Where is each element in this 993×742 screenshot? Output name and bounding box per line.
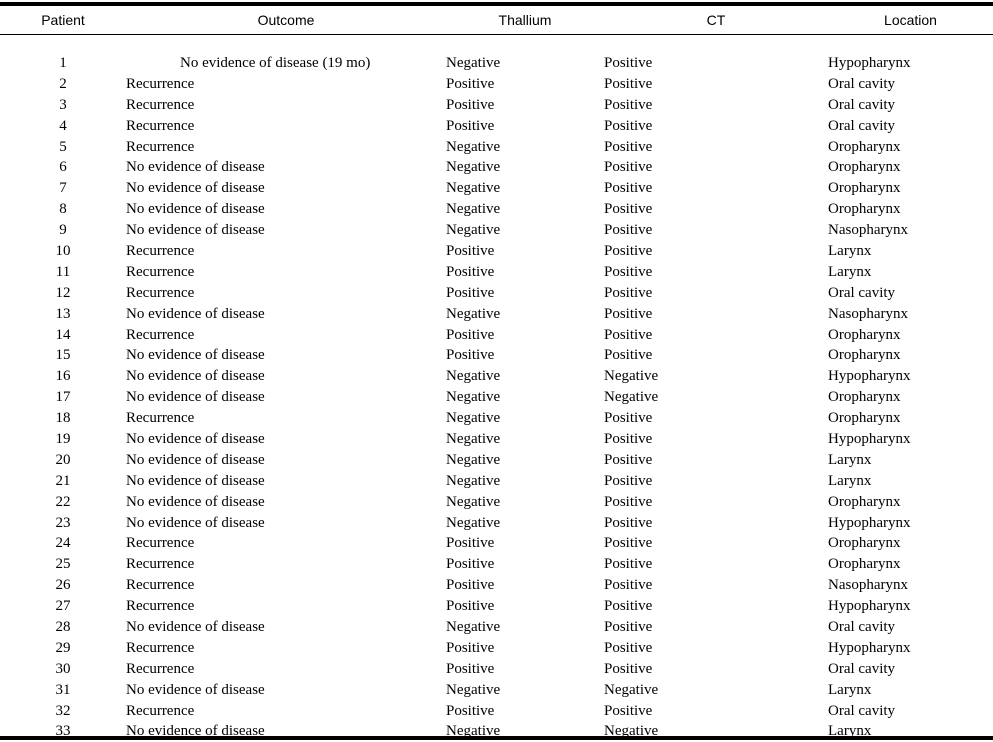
cell-ct: Positive (604, 471, 828, 492)
cell-location: Oral cavity (828, 116, 993, 137)
cell-thallium: Positive (446, 554, 604, 575)
cell-outcome: Recurrence (126, 575, 446, 596)
cell-location: Oral cavity (828, 74, 993, 95)
cell-thallium: Positive (446, 283, 604, 304)
cell-thallium: Negative (446, 492, 604, 513)
cell-location: Larynx (828, 262, 993, 283)
cell-patient: 12 (0, 283, 126, 304)
table-row (0, 241, 993, 262)
cell-ct: Positive (604, 241, 828, 262)
cell-location: Hypopharynx (828, 596, 993, 617)
table-row (0, 366, 993, 387)
cell-outcome: No evidence of disease (126, 220, 446, 241)
cell-thallium: Positive (446, 638, 604, 659)
cell-patient: 19 (0, 429, 126, 450)
cell-thallium: Negative (446, 450, 604, 471)
cell-outcome: No evidence of disease (126, 429, 446, 450)
cell-ct: Positive (604, 95, 828, 116)
cell-thallium: Negative (446, 429, 604, 450)
cell-outcome: Recurrence (126, 408, 446, 429)
cell-patient: 26 (0, 575, 126, 596)
cell-patient: 2 (0, 74, 126, 95)
cell-patient: 10 (0, 241, 126, 262)
cell-outcome: Recurrence (126, 283, 446, 304)
cell-thallium: Positive (446, 659, 604, 680)
cell-location: Oropharynx (828, 533, 993, 554)
cell-outcome: Recurrence (126, 95, 446, 116)
cell-thallium: Positive (446, 596, 604, 617)
cell-location: Larynx (828, 241, 993, 262)
cell-ct: Positive (604, 178, 828, 199)
cell-outcome: Recurrence (126, 116, 446, 137)
cell-ct: Positive (604, 408, 828, 429)
cell-location: Oral cavity (828, 95, 993, 116)
cell-location: Hypopharynx (828, 513, 993, 534)
cell-patient: 28 (0, 617, 126, 638)
header-row (0, 9, 993, 31)
table-row (0, 701, 993, 722)
cell-patient: 1 (0, 53, 126, 74)
cell-patient: 18 (0, 408, 126, 429)
cell-thallium: Negative (446, 366, 604, 387)
cell-outcome: Recurrence (126, 638, 446, 659)
table-row (0, 304, 993, 325)
header-patient: Patient (0, 9, 126, 31)
cell-location: Oropharynx (828, 492, 993, 513)
cell-ct: Positive (604, 429, 828, 450)
cell-thallium: Negative (446, 408, 604, 429)
cell-thallium: Negative (446, 53, 604, 74)
table-row (0, 471, 993, 492)
cell-outcome: Recurrence (126, 554, 446, 575)
cell-patient: 11 (0, 262, 126, 283)
cell-ct: Positive (604, 701, 828, 722)
cell-outcome: No evidence of disease (126, 345, 446, 366)
cell-location: Hypopharynx (828, 429, 993, 450)
cell-location: Oral cavity (828, 659, 993, 680)
cell-location: Oropharynx (828, 554, 993, 575)
table-row (0, 492, 993, 513)
cell-ct: Positive (604, 492, 828, 513)
cell-outcome: Recurrence (126, 137, 446, 158)
table-row (0, 283, 993, 304)
table-body (0, 53, 993, 742)
cell-ct: Positive (604, 450, 828, 471)
cell-location: Nasopharynx (828, 220, 993, 241)
cell-outcome: No evidence of disease (126, 387, 446, 408)
table-row (0, 137, 993, 158)
cell-patient: 21 (0, 471, 126, 492)
cell-thallium: Negative (446, 199, 604, 220)
cell-outcome: No evidence of disease (19 mo) (126, 53, 446, 74)
cell-thallium: Positive (446, 345, 604, 366)
cell-ct: Negative (604, 387, 828, 408)
header-ct: CT (604, 9, 828, 31)
table-row (0, 408, 993, 429)
cell-location: Oropharynx (828, 387, 993, 408)
cell-ct: Positive (604, 199, 828, 220)
table-row (0, 199, 993, 220)
cell-thallium: Positive (446, 325, 604, 346)
cell-ct: Positive (604, 53, 828, 74)
cell-location: Larynx (828, 471, 993, 492)
cell-outcome: No evidence of disease (126, 366, 446, 387)
cell-location: Hypopharynx (828, 638, 993, 659)
cell-patient: 3 (0, 95, 126, 116)
table-row (0, 450, 993, 471)
cell-outcome: No evidence of disease (126, 471, 446, 492)
table-row (0, 659, 993, 680)
cell-outcome: Recurrence (126, 262, 446, 283)
table-row (0, 178, 993, 199)
cell-patient: 29 (0, 638, 126, 659)
cell-ct: Negative (604, 722, 828, 742)
cell-thallium: Negative (446, 137, 604, 158)
cell-ct: Negative (604, 680, 828, 701)
cell-outcome: No evidence of disease (126, 513, 446, 534)
cell-patient: 20 (0, 450, 126, 471)
cell-thallium: Negative (446, 471, 604, 492)
table-row (0, 74, 993, 95)
cell-ct: Positive (604, 220, 828, 241)
cell-outcome: Recurrence (126, 701, 446, 722)
cell-thallium: Negative (446, 387, 604, 408)
cell-thallium: Negative (446, 722, 604, 742)
cell-location: Larynx (828, 680, 993, 701)
cell-outcome: No evidence of disease (126, 492, 446, 513)
cell-ct: Positive (604, 596, 828, 617)
table-row (0, 387, 993, 408)
table-row (0, 220, 993, 241)
cell-outcome: No evidence of disease (126, 722, 446, 742)
header-thallium: Thallium (446, 9, 604, 31)
cell-location: Oropharynx (828, 325, 993, 346)
cell-location: Hypopharynx (828, 366, 993, 387)
cell-patient: 15 (0, 345, 126, 366)
cell-location: Nasopharynx (828, 575, 993, 596)
cell-patient: 30 (0, 659, 126, 680)
table-row (0, 513, 993, 534)
cell-patient: 13 (0, 304, 126, 325)
cell-outcome: Recurrence (126, 325, 446, 346)
cell-patient: 32 (0, 701, 126, 722)
table-row (0, 95, 993, 116)
cell-ct: Positive (604, 283, 828, 304)
cell-outcome: No evidence of disease (126, 178, 446, 199)
table-row (0, 157, 993, 178)
cell-thallium: Positive (446, 116, 604, 137)
cell-location: Larynx (828, 722, 993, 742)
cell-patient: 8 (0, 199, 126, 220)
cell-patient: 4 (0, 116, 126, 137)
cell-thallium: Negative (446, 680, 604, 701)
cell-ct: Positive (604, 345, 828, 366)
cell-location: Hypopharynx (828, 53, 993, 74)
cell-ct: Positive (604, 659, 828, 680)
cell-patient: 14 (0, 325, 126, 346)
cell-ct: Negative (604, 366, 828, 387)
cell-thallium: Positive (446, 533, 604, 554)
cell-location: Nasopharynx (828, 304, 993, 325)
cell-thallium: Negative (446, 157, 604, 178)
cell-patient: 22 (0, 492, 126, 513)
cell-patient: 17 (0, 387, 126, 408)
cell-outcome: No evidence of disease (126, 617, 446, 638)
cell-location: Oral cavity (828, 283, 993, 304)
cell-location: Oropharynx (828, 178, 993, 199)
cell-thallium: Positive (446, 241, 604, 262)
cell-ct: Positive (604, 262, 828, 283)
table-row (0, 722, 993, 742)
header-location: Location (828, 9, 993, 31)
cell-ct: Positive (604, 137, 828, 158)
cell-outcome: Recurrence (126, 533, 446, 554)
cell-location: Oral cavity (828, 617, 993, 638)
table-header (0, 9, 993, 53)
table-row (0, 53, 993, 74)
cell-thallium: Positive (446, 575, 604, 596)
cell-location: Oropharynx (828, 408, 993, 429)
cell-location: Oropharynx (828, 199, 993, 220)
cell-thallium: Negative (446, 513, 604, 534)
cell-ct: Positive (604, 617, 828, 638)
cell-patient: 33 (0, 722, 126, 742)
cell-outcome: No evidence of disease (126, 680, 446, 701)
cell-outcome: No evidence of disease (126, 157, 446, 178)
cell-thallium: Positive (446, 701, 604, 722)
table-row (0, 617, 993, 638)
table-row (0, 325, 993, 346)
cell-patient: 9 (0, 220, 126, 241)
table-row (0, 116, 993, 137)
cell-outcome: No evidence of disease (126, 199, 446, 220)
cell-patient: 23 (0, 513, 126, 534)
cell-patient: 7 (0, 178, 126, 199)
cell-ct: Positive (604, 575, 828, 596)
cell-patient: 25 (0, 554, 126, 575)
cell-thallium: Negative (446, 178, 604, 199)
table-row (0, 596, 993, 617)
cell-outcome: Recurrence (126, 241, 446, 262)
header-spacer (0, 31, 993, 53)
cell-patient: 31 (0, 680, 126, 701)
cell-thallium: Positive (446, 95, 604, 116)
cell-location: Oral cavity (828, 701, 993, 722)
cell-location: Larynx (828, 450, 993, 471)
table-row (0, 680, 993, 701)
table-row (0, 533, 993, 554)
cell-outcome: Recurrence (126, 659, 446, 680)
cell-patient: 5 (0, 137, 126, 158)
cell-patient: 24 (0, 533, 126, 554)
cell-ct: Positive (604, 304, 828, 325)
table-row (0, 262, 993, 283)
table-row (0, 638, 993, 659)
cell-ct: Positive (604, 513, 828, 534)
cell-ct: Positive (604, 638, 828, 659)
cell-patient: 16 (0, 366, 126, 387)
header-outcome: Outcome (126, 9, 446, 31)
cell-ct: Positive (604, 325, 828, 346)
cell-thallium: Positive (446, 74, 604, 95)
cell-location: Oropharynx (828, 157, 993, 178)
cell-ct: Positive (604, 116, 828, 137)
cell-outcome: No evidence of disease (126, 450, 446, 471)
cell-location: Oropharynx (828, 345, 993, 366)
table-row (0, 429, 993, 450)
cell-location: Oropharynx (828, 137, 993, 158)
patient-table (0, 9, 993, 742)
cell-outcome: No evidence of disease (126, 304, 446, 325)
cell-patient: 27 (0, 596, 126, 617)
cell-ct: Positive (604, 74, 828, 95)
cell-outcome: Recurrence (126, 596, 446, 617)
table-row (0, 575, 993, 596)
cell-patient: 6 (0, 157, 126, 178)
cell-ct: Positive (604, 554, 828, 575)
cell-ct: Positive (604, 533, 828, 554)
cell-thallium: Negative (446, 304, 604, 325)
cell-thallium: Negative (446, 220, 604, 241)
cell-ct: Positive (604, 157, 828, 178)
table-row (0, 345, 993, 366)
cell-thallium: Negative (446, 617, 604, 638)
table-row (0, 554, 993, 575)
cell-outcome: Recurrence (126, 74, 446, 95)
top-rule (0, 2, 993, 6)
cell-thallium: Positive (446, 262, 604, 283)
